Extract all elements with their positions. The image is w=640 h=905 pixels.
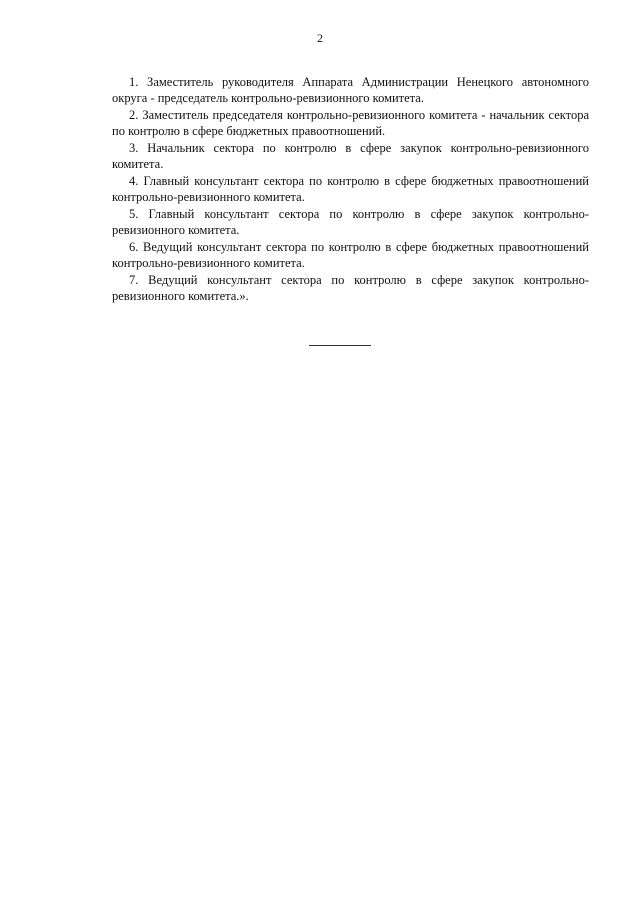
list-item-4: 4. Главный консультант сектора по контролю в сфере бюджетных правоотношений контрольно-ревизионного комитета. <box>112 174 589 204</box>
list-item-3: 3. Начальник сектора по контролю в сфере закупок контрольно-ревизионного комитета. <box>112 141 589 171</box>
list-item-6: 6. Ведущий консультант сектора по контролю в сфере бюджетных правоотношений контрольно-ревизионного комитета. <box>112 240 589 270</box>
list-item-2: 2. Заместитель председателя контрольно-ревизионного комитета - начальник сектора по контролю в сфере бюджетных правоотношений. <box>112 108 589 138</box>
list-item-7: 7. Ведущий консультант сектора по контролю в сфере закупок контрольно-ревизионного комитета.». <box>112 273 589 303</box>
page-number: 2 <box>317 31 323 45</box>
list-item-1: 1. Заместитель руководителя Аппарата Администрации Ненецкого автономного округа - председатель контрольно-ревизионного комитета. <box>112 75 589 105</box>
list-item-5: 5. Главный консультант сектора по контролю в сфере закупок контрольно-ревизионного комитета. <box>112 207 589 237</box>
position-list <box>112 74 589 305</box>
end-divider-line <box>309 345 371 346</box>
